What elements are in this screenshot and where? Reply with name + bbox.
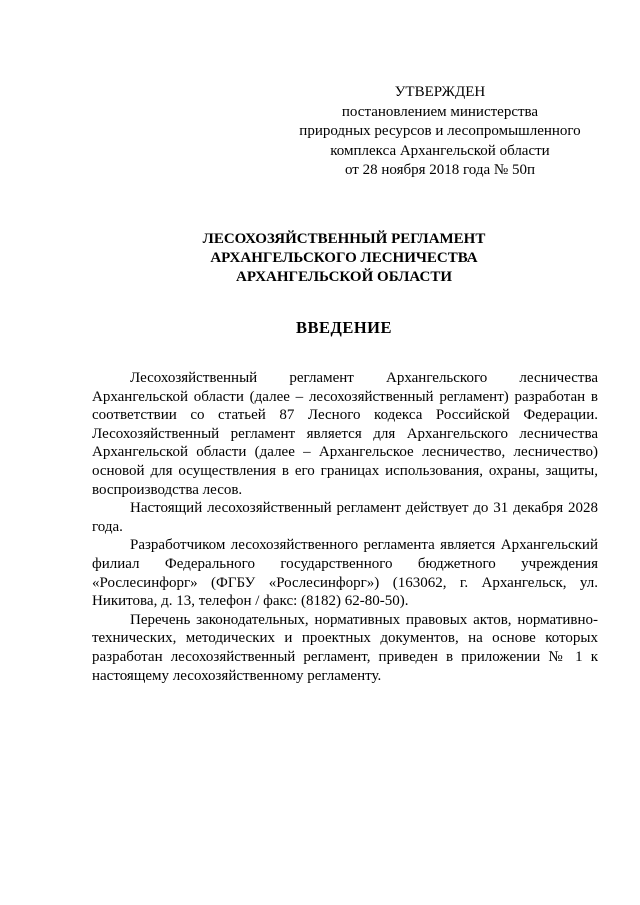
document-title-line: АРХАНГЕЛЬСКОЙ ОБЛАСТИ xyxy=(236,269,452,285)
paragraph: Разработчиком лесохозяйственного регламента является Архангельский филиал Федерального государственного бюджетного учреждения «Рослесинфорг» (ФГБУ «Рослесинфорг») (163062, г. Архангельск, ул. Никитова, д. 13, телефон / факс: (8182) 62-80-50). xyxy=(92,537,598,610)
approval-date-number: от 28 ноября 2018 года № 50п xyxy=(344,162,535,179)
document-title-line: ЛЕСОХОЗЯЙСТВЕННЫЙ РЕГЛАМЕНТ xyxy=(202,231,486,247)
paragraph: Перечень законодательных, нормативных правовых актов, нормативно-технических, методических и проектных документов, на основе которых разработан лесохозяйственный регламент, приведен в приложении № 1 к настоящему лесохозяйственному регламенту. xyxy=(92,611,598,684)
paragraph: Настоящий лесохозяйственный регламент действует до 31 декабря 2028 года. xyxy=(92,500,598,535)
approval-status: УТВЕРЖДЕН xyxy=(394,84,486,100)
introduction-body xyxy=(92,369,598,685)
document-title xyxy=(60,230,628,287)
approval-block xyxy=(270,83,610,181)
paragraph: Лесохозяйственный регламент Архангельского лесничества Архангельской области (далее – лесохозяйственный регламент) разработан в соответствии со статьей 87 Лесного кодекса Российской Федерации. Лесохозяйственный регламент является для Архангельского лесничества Архангельской области (далее – Архангельское лесничество, лесничество) основой для осуществления в его границах использования, охраны, защиты, воспроизводства лесов. xyxy=(92,370,598,498)
document-title-line: АРХАНГЕЛЬСКОГО ЛЕСНИЧЕСТВА xyxy=(210,250,478,266)
approval-region-line: комплекса Архангельской области xyxy=(330,142,550,159)
approval-ministry-line: природных ресурсов и лесопромышленного xyxy=(299,123,581,140)
section-heading: ВВЕДЕНИЕ xyxy=(295,318,393,337)
approval-decree-line: постановлением министерства xyxy=(341,103,539,120)
